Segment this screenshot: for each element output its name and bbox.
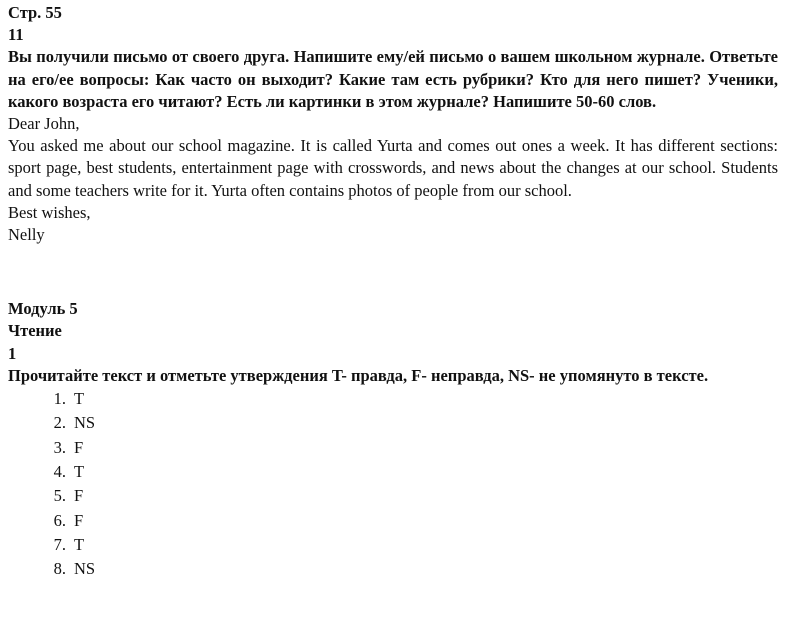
letter-body: You asked me about our school magazine. It is called Yurta and comes out ones a week. It has different sections: sport page, best students, entertainment page with crosswords, and news about the changes at our school. Students and some teachers write for it. Yurta often contains photos of people from our school.	[8, 136, 778, 200]
answer-value: T	[74, 461, 85, 481]
reading-instruction: Прочитайте текст и отметьте утверждения T- правда, F- неправда, NS- не упомянуто в тексте.	[8, 365, 709, 385]
list-item	[8, 387, 778, 411]
list-item	[8, 411, 778, 435]
answer-number: 2.	[53, 413, 66, 433]
page-reference: Стр. 55	[8, 3, 62, 22]
answer-value: NS	[74, 559, 96, 579]
list-item	[8, 484, 778, 508]
answer-value: F	[74, 486, 84, 506]
answer-list	[8, 387, 778, 581]
section-gap	[8, 246, 778, 298]
answer-number: 6.	[53, 510, 66, 530]
answer-number: 5.	[53, 486, 66, 506]
list-item	[8, 436, 778, 460]
answer-value: F	[74, 437, 84, 457]
list-item	[8, 557, 778, 581]
answer-value: NS	[74, 413, 96, 433]
answer-number: 8.	[53, 559, 66, 579]
task-instruction: Вы получили письмо от своего друга. Напишите ему/ей письмо о вашем школьном журнале. Ответьте на его/ее вопросы: Как часто он выходит? Какие там есть рубрики? Кто для него пишет? Ученики, какого возраста его читают? Есть ли картинки в этом журнале? Напишите 50-60 слов.	[8, 47, 778, 111]
answer-value: F	[74, 510, 84, 530]
exercise-number: 11	[8, 25, 24, 45]
answer-number: 1.	[53, 389, 66, 409]
section-title: Чтение	[8, 321, 62, 341]
letter-greeting: Dear John,	[8, 114, 80, 134]
document-page	[8, 2, 778, 581]
answer-value: T	[74, 534, 85, 554]
module-title: Модуль 5	[8, 299, 78, 319]
answer-value: T	[74, 389, 85, 409]
reading-exercise-number: 1	[8, 343, 17, 363]
answer-number: 7.	[53, 534, 66, 554]
list-item	[8, 533, 778, 557]
letter-closing: Best wishes,	[8, 202, 91, 222]
letter-signature: Nelly	[8, 225, 45, 245]
list-item	[8, 509, 778, 533]
answer-number: 4.	[53, 461, 66, 481]
answer-number: 3.	[53, 437, 66, 457]
list-item	[8, 460, 778, 484]
